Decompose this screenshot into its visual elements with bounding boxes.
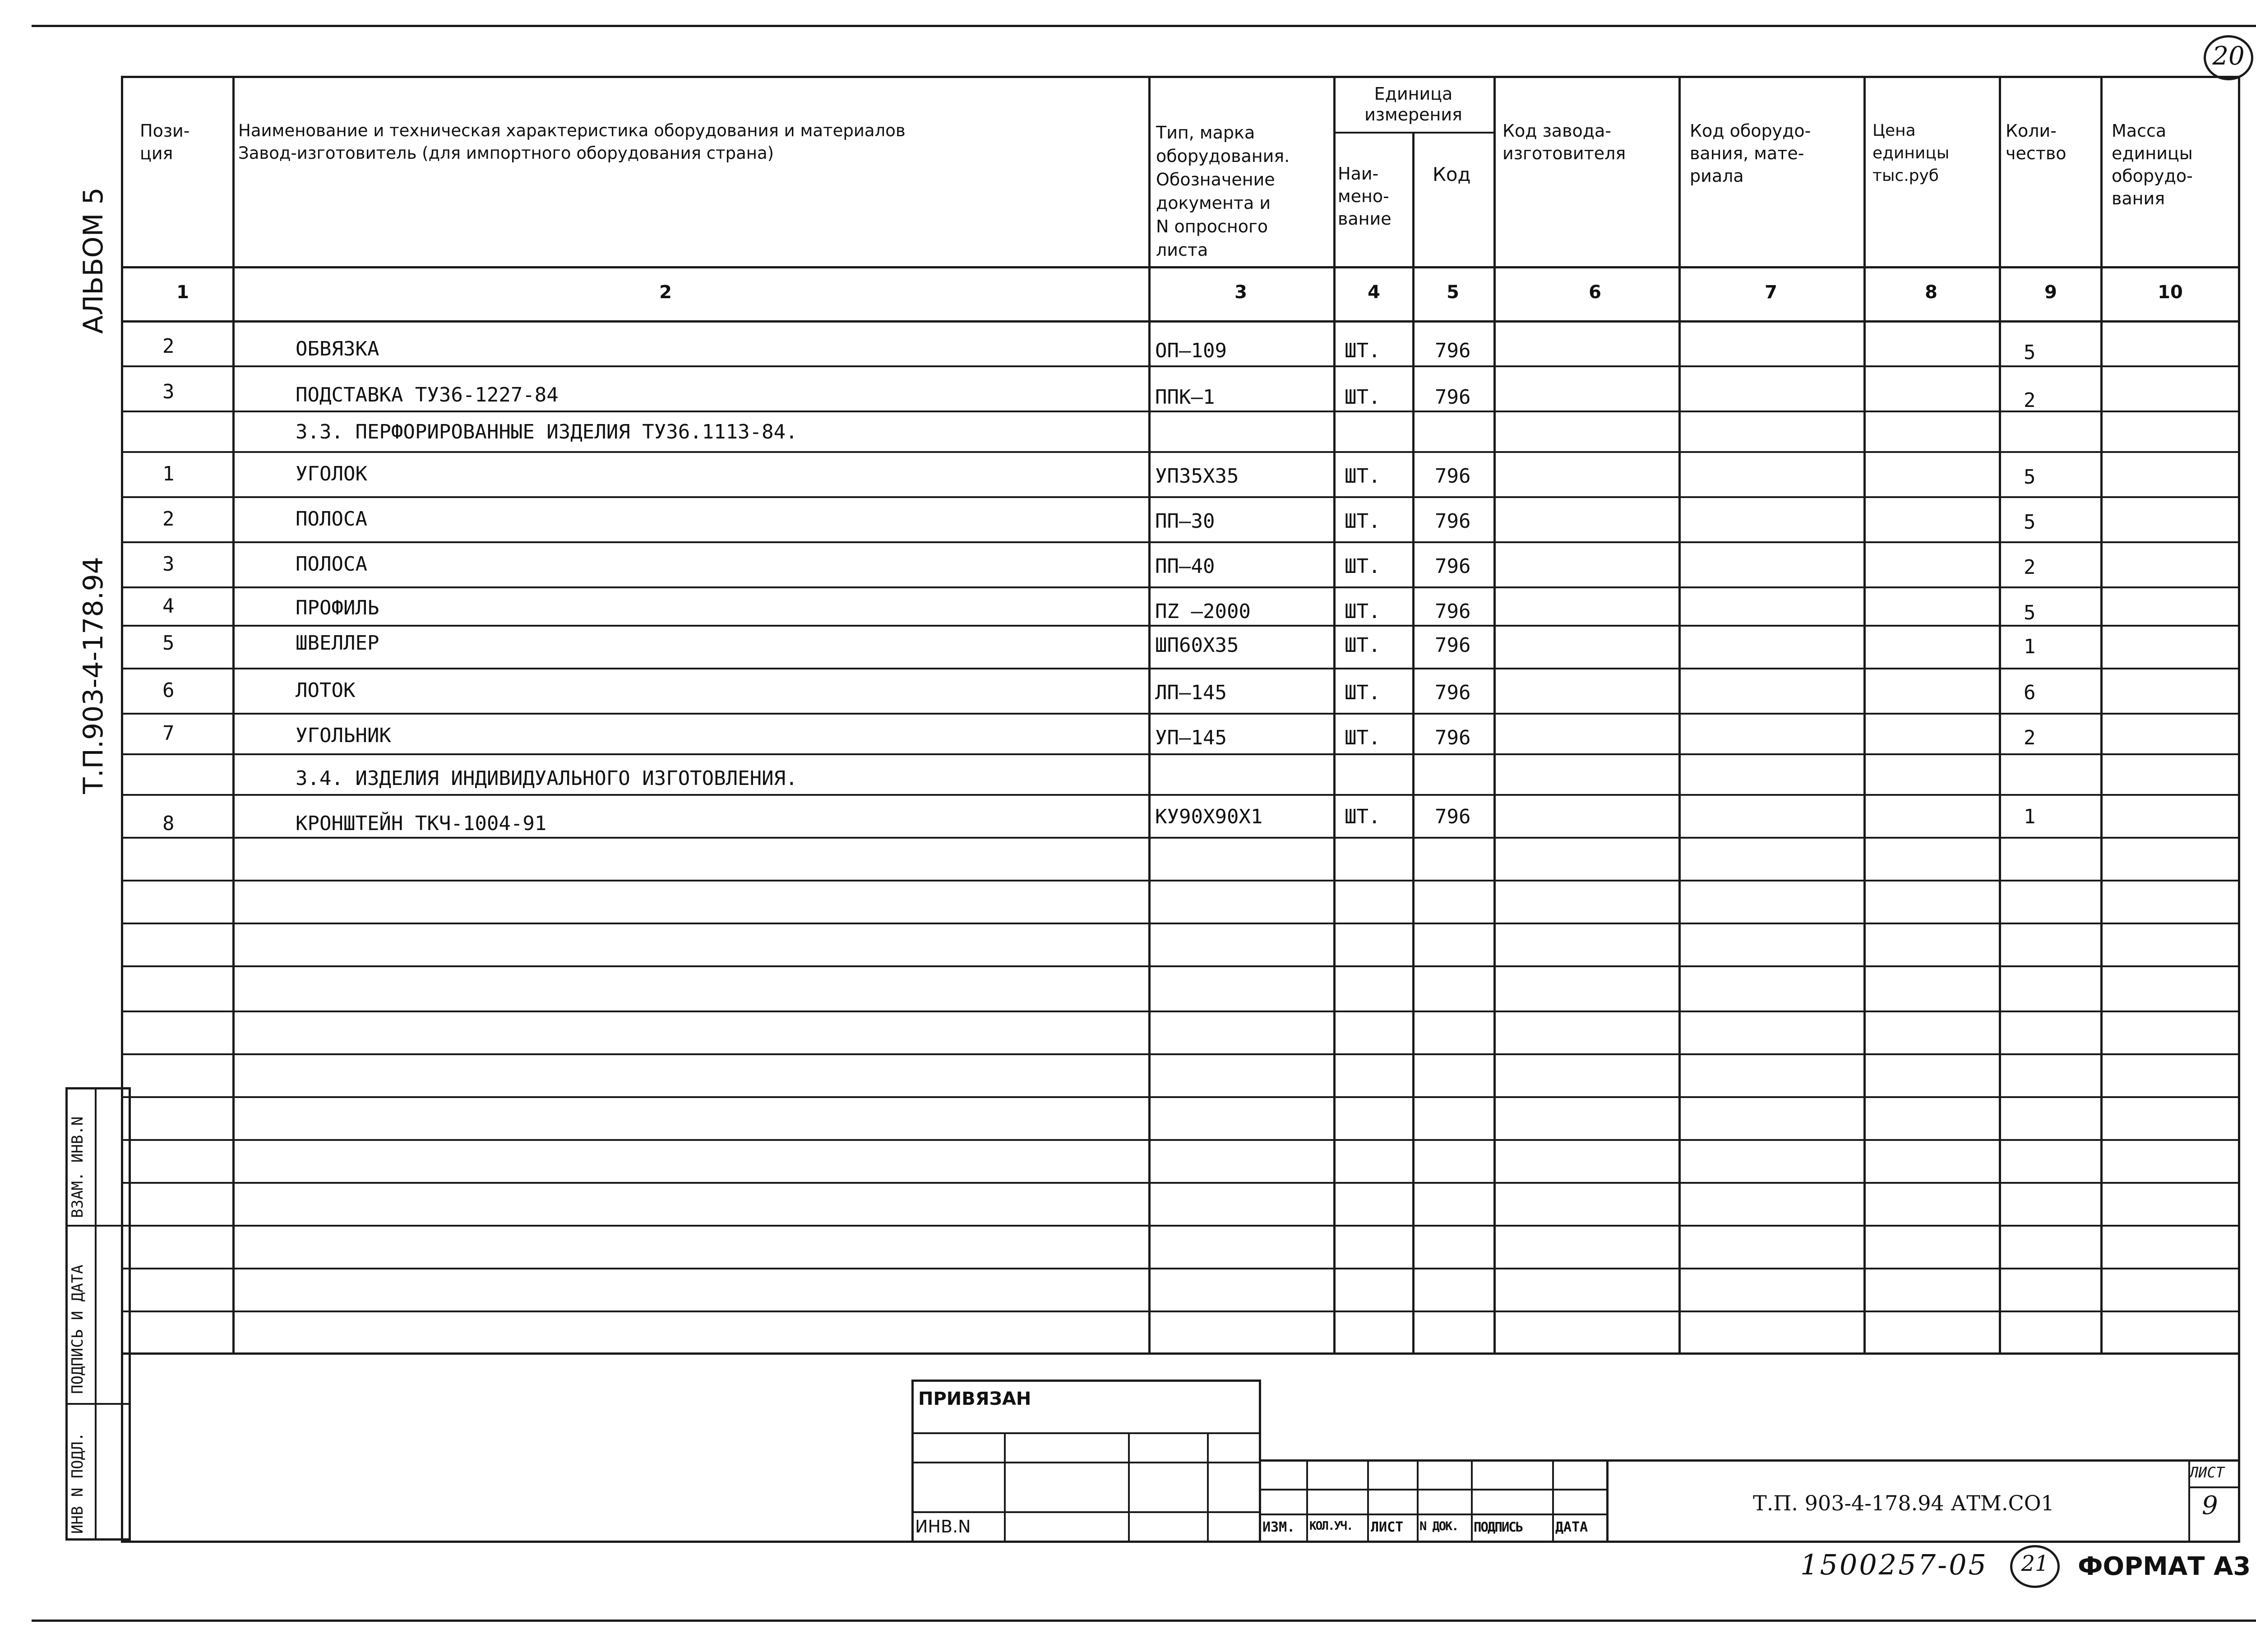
- row-6-position: 3: [162, 553, 175, 576]
- row-6-type: ПП–40: [1155, 555, 1215, 578]
- row-12-position: 8: [162, 812, 175, 835]
- row-8-qty: 1: [2024, 635, 2036, 658]
- album-label: АЛЬБОМ 5: [78, 187, 109, 334]
- row-5-unit: ШТ.: [1345, 510, 1381, 533]
- table-left-border: [121, 76, 123, 1542]
- table-top-border: [121, 76, 2240, 78]
- row-12-qty: 1: [2024, 805, 2036, 828]
- row-10-qty: 2: [2024, 726, 2036, 749]
- header-unit-group: Единица измерения: [1364, 84, 1462, 125]
- row-7-qty: 5: [2024, 601, 2036, 624]
- row-5-name: ПОЛОСА: [296, 508, 367, 531]
- row-8-unit: ШТ.: [1345, 634, 1381, 657]
- colnum-1: 1: [176, 282, 189, 303]
- colnum-5: 5: [1447, 282, 1459, 303]
- row-9-qty: 6: [2024, 681, 2036, 704]
- header-position: Пози- ция: [140, 121, 190, 163]
- row-5-qty: 5: [2024, 511, 2036, 534]
- row-2-type: ППК–1: [1155, 386, 1215, 409]
- row-12-code: 796: [1435, 805, 1471, 828]
- sheet-value: 9: [2202, 1491, 2218, 1520]
- colnum-10: 10: [2158, 282, 2183, 303]
- row-7-code: 796: [1435, 600, 1471, 623]
- colnum-6: 6: [1589, 282, 1601, 303]
- row-1-code: 796: [1435, 339, 1471, 362]
- row-8-code: 796: [1435, 634, 1471, 657]
- circled-number: 21: [2021, 1551, 2049, 1576]
- row-2-name: ПОДСТАВКА ТУ36-1227-84: [296, 383, 559, 406]
- row-9-name: ЛОТОК: [296, 679, 356, 702]
- row-1-qty: 5: [2024, 341, 2036, 364]
- colnum-8: 8: [1925, 282, 1937, 303]
- header-quantity: Коли- чество: [2006, 121, 2066, 163]
- row-2-code: 796: [1435, 386, 1471, 409]
- header-unit-name: Наи- мено- вание: [1338, 164, 1392, 229]
- row-7-name: ПРОФИЛЬ: [296, 596, 379, 619]
- stamp-podpis-data: ПОДПИСЬ И ДАТА: [69, 1264, 87, 1394]
- row-7-unit: ШТ.: [1345, 600, 1381, 623]
- rev-label-podpis: ПОДПИСЬ: [1474, 1519, 1523, 1535]
- colnum-7: 7: [1765, 282, 1777, 303]
- table-body-bottom: [121, 1352, 2240, 1355]
- row-6-code: 796: [1435, 555, 1471, 578]
- rev-label-list: ЛИСТ: [1371, 1519, 1404, 1535]
- row-1-name: ОБВЯЗКА: [296, 337, 379, 360]
- stamp-inv-podl: ИНВ N ПОДЛ.: [69, 1432, 87, 1534]
- handwritten-number: 1500257-05: [1800, 1548, 1988, 1581]
- row-7-position: 4: [162, 595, 175, 618]
- header-mass: Масса единицы оборудо- вания: [2112, 121, 2193, 208]
- row-7-type: ПZ –2000: [1155, 600, 1251, 623]
- privyazan-label: ПРИВЯЗАН: [918, 1389, 1031, 1409]
- row-1-type: ОП–109: [1155, 339, 1227, 362]
- stamp-vzam-inv: ВЗАМ. ИНВ.N: [69, 1116, 87, 1218]
- header-unit-code: Код: [1433, 163, 1471, 185]
- colnum-9: 9: [2044, 282, 2057, 303]
- row-9-unit: ШТ.: [1345, 681, 1381, 704]
- colnum-4: 4: [1368, 282, 1380, 303]
- row-5-position: 2: [162, 508, 175, 531]
- row-4-name: УГОЛОК: [296, 462, 367, 485]
- row-6-qty: 2: [2024, 556, 2036, 579]
- header-type: Тип, марка оборудования. Обозначение документа и N опросного листа: [1156, 123, 1290, 260]
- section-3-4-heading: 3.4. ИЗДЕЛИЯ ИНДИВИДУАЛЬНОГО ИЗГОТОВЛЕНИЯ.: [296, 767, 798, 790]
- colnum-bottom-rule: [121, 320, 2240, 323]
- row-10-position: 7: [162, 722, 175, 745]
- sheet-label: ЛИСТ: [2190, 1464, 2225, 1481]
- bottom-border: [32, 1620, 2256, 1622]
- top-border: [32, 25, 2256, 27]
- row-12-unit: ШТ.: [1345, 805, 1381, 828]
- row-4-type: УП35Х35: [1155, 465, 1239, 488]
- colnum-2: 2: [659, 282, 672, 303]
- row-1-unit: ШТ.: [1345, 339, 1381, 362]
- inv-n-label: ИНВ.N: [915, 1517, 971, 1537]
- row-9-type: ЛП–145: [1155, 681, 1227, 704]
- header-factory-code: Код завода- изготовителя: [1502, 121, 1626, 163]
- row-1-position: 2: [162, 335, 175, 358]
- row-8-name: ШВЕЛЛЕР: [296, 632, 379, 655]
- format-label: ФОРМАТ А3: [2078, 1552, 2251, 1581]
- header-name: Наименование и техническая характеристика оборудования и материалов Завод-изготовитель (для импортного оборудования страна): [238, 121, 906, 163]
- row-8-type: ШП60Х35: [1155, 634, 1239, 657]
- row-2-position: 3: [162, 380, 175, 403]
- rev-label-izm: ИЗМ.: [1262, 1519, 1295, 1535]
- row-4-unit: ШТ.: [1345, 465, 1381, 488]
- row-9-code: 796: [1435, 681, 1471, 704]
- row-5-code: 796: [1435, 510, 1471, 533]
- row-2-unit: ШТ.: [1345, 386, 1381, 409]
- row-2-qty: 2: [2024, 389, 2036, 412]
- row-10-type: УП–145: [1155, 726, 1227, 749]
- col-sep-4: [1412, 132, 1415, 1352]
- header-bottom-rule: [121, 266, 2240, 268]
- header-equipment-code: Код оборудо- вания, мате- риала: [1690, 121, 1811, 186]
- row-10-unit: ШТ.: [1345, 726, 1381, 749]
- row-10-name: УГОЛЬНИК: [296, 724, 391, 747]
- row-10-code: 796: [1435, 726, 1471, 749]
- row-8-position: 5: [162, 632, 175, 655]
- sheet-number: 20: [2212, 42, 2245, 71]
- rev-label-kol-uch: КОЛ.УЧ.: [1309, 1519, 1353, 1533]
- section-3-3-heading: 3.3. ПЕРФОРИРОВАННЫЕ ИЗДЕЛИЯ ТУ36.1113-84.: [296, 420, 798, 443]
- row-4-qty: 5: [2024, 466, 2036, 489]
- row-4-position: 1: [162, 462, 175, 485]
- row-6-name: ПОЛОСА: [296, 553, 367, 576]
- rev-label-data: ДАТА: [1555, 1519, 1588, 1535]
- header-price: Цена единицы тыс.руб: [1872, 121, 1950, 185]
- row-9-position: 6: [162, 679, 175, 702]
- row-6-unit: ШТ.: [1345, 555, 1381, 578]
- row-5-type: ПП–30: [1155, 510, 1215, 533]
- row-4-code: 796: [1435, 465, 1471, 488]
- row-12-type: КУ90Х90Х1: [1155, 805, 1263, 828]
- doc-code: Т.П. 903-4-178.94 АТМ.СО1: [1753, 1491, 2054, 1515]
- row-12-name: КРОНШТЕЙН ТКЧ-1004-91: [296, 812, 547, 835]
- table-right-border: [2238, 76, 2240, 1542]
- colnum-3: 3: [1234, 282, 1247, 303]
- rev-label-n-dok: N ДОК.: [1419, 1519, 1458, 1533]
- project-code-vertical: Т.П.903-4-178.94: [78, 557, 109, 794]
